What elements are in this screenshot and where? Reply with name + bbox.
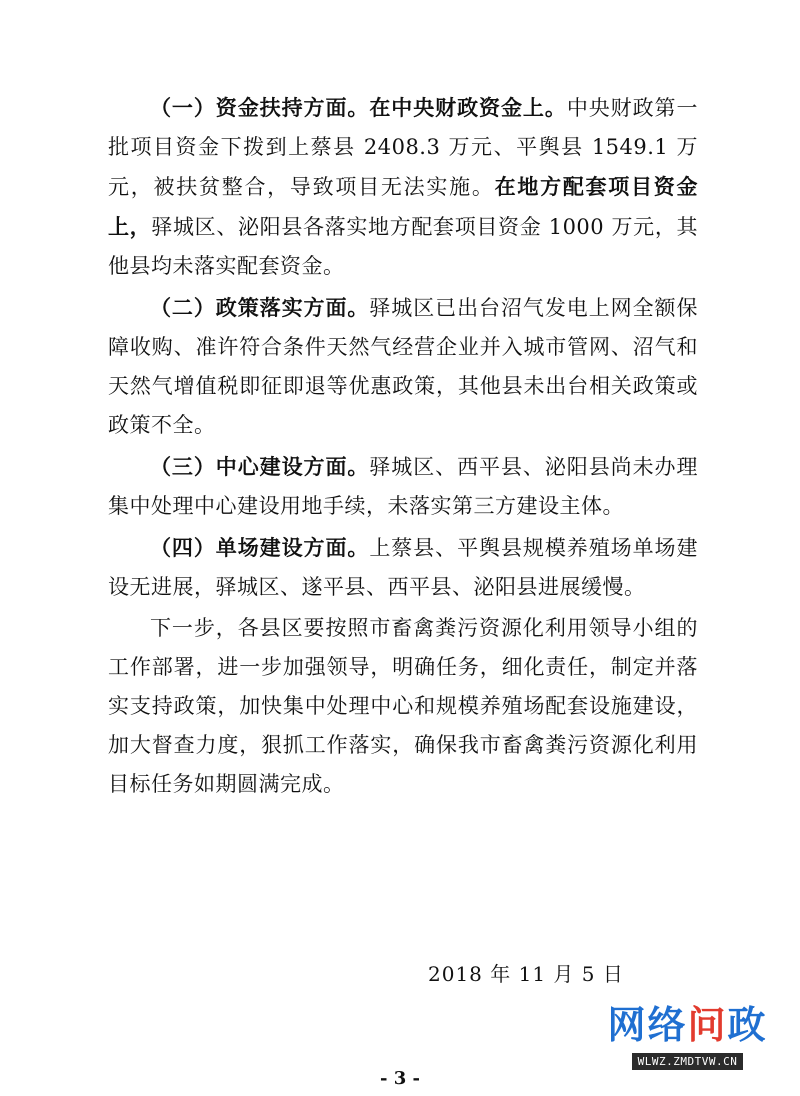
document-body bbox=[108, 88, 698, 806]
paragraph-text: 驿城区已出台沼气发电上网全额保障收购、准许符合条件天然气经营企业并入城市管网、沼气和天然气增值税即征即退等优惠政策，其他县未出台相关政策或政策不全。 bbox=[108, 296, 698, 437]
paragraph-text: 中央财政第一批项目资金下拨到上蔡县 2408.3 万元、平舆县 1549.1 万元，被扶贫整合，导致项目无法实施。 bbox=[108, 96, 698, 199]
paragraph-text: 驿城区、西平县、泌阳县尚未办理集中处理中心建设用地手续，未落实第三方建设主体。 bbox=[108, 455, 698, 518]
paragraph-center-construction bbox=[108, 447, 698, 526]
paragraph-text: 驿城区、泌阳县各落实地方配套项目资金 1000 万元，其他县均未落实配套资金。 bbox=[108, 215, 699, 278]
watermark-title bbox=[580, 1003, 795, 1047]
watermark-title-accent: 问 bbox=[687, 1003, 728, 1047]
heading-center-construction: （三）中心建设方面。 bbox=[150, 454, 370, 479]
paragraph-policy bbox=[108, 288, 698, 445]
watermark-url: WLWZ.ZMDTVW.CN bbox=[632, 1053, 744, 1070]
heading-funding: （一）资金扶持方面。在中央财政资金上。 bbox=[150, 95, 567, 120]
watermark-title-part: 网络 bbox=[607, 1003, 688, 1047]
paragraph-farm-construction bbox=[108, 528, 698, 607]
heading-farm-construction: （四）单场建设方面。 bbox=[150, 535, 370, 560]
heading-policy: （二）政策落实方面。 bbox=[150, 295, 370, 320]
document-date: 2018 年 11 月 5 日 bbox=[428, 962, 624, 986]
paragraph-next-steps bbox=[108, 609, 698, 804]
watermark-title-part: 政 bbox=[727, 1003, 768, 1047]
paragraph-text: 上蔡县、平舆县规模养殖场单场建设无进展，驿城区、遂平县、西平县、泌阳县进展缓慢。 bbox=[108, 536, 698, 599]
paragraph-funding bbox=[108, 88, 698, 286]
page-number: - 3 - bbox=[380, 1068, 420, 1089]
paragraph-text: 下一步，各县区要按照市畜禽粪污资源化利用领导小组的工作部署，进一步加强领导，明确任务，细化责任，制定并落实支持政策，加快集中处理中心和规模养殖场配套设施建设，加大督查力度，狠抓工作落实，确保我市畜禽粪污资源化利用目标任务如期圆满完成。 bbox=[108, 616, 698, 796]
subheading-local-funding: 在地方配套项目资金上， bbox=[108, 174, 699, 239]
watermark-logo bbox=[580, 1003, 795, 1070]
